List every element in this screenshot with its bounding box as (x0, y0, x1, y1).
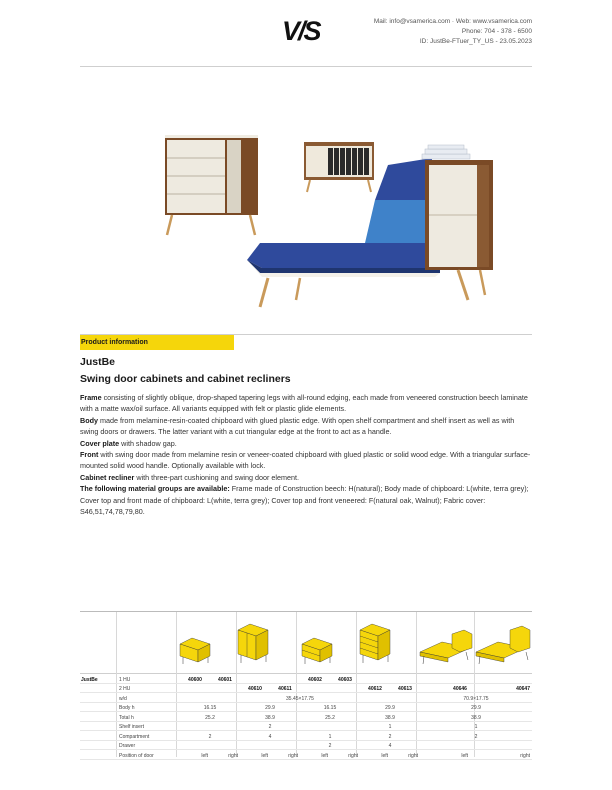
cell: 29.9 (385, 705, 395, 711)
cell-wd-b: 70.9×17.75 (463, 695, 489, 702)
product-name: JustBe (80, 356, 116, 368)
cell: 1 (328, 733, 332, 740)
thumb-40612 (360, 624, 390, 663)
cell: 4 (388, 743, 392, 749)
cell: 2 (268, 724, 272, 730)
table-group-label: JustBe (81, 676, 98, 683)
cell: right (520, 752, 530, 759)
logo-text: V/S (282, 16, 320, 44)
cell-40647: 40647 (516, 686, 530, 692)
row-label: Position of door (119, 752, 154, 759)
cell: right (228, 752, 238, 759)
row-label: Drawer (119, 743, 136, 749)
description-cabinet-recliner: Cabinet recliner with three-part cushioning and swing door element. (80, 472, 299, 482)
cell-40612: 40612 (368, 686, 382, 692)
row-label: w/d (119, 695, 127, 702)
product-hero-image (150, 110, 510, 315)
cell: right (408, 752, 418, 759)
cell: 1 (388, 724, 392, 730)
table-row-compartment (80, 731, 532, 741)
row-label: Total h (119, 714, 134, 721)
cell: left (201, 752, 208, 759)
thumb-40610 (238, 624, 268, 663)
cell: left (381, 752, 388, 759)
variant-thumbnails (80, 612, 532, 674)
row-label: Compartment (119, 733, 150, 740)
cell: left (261, 752, 268, 759)
cell: 4 (268, 733, 272, 740)
cell: 2 (328, 743, 332, 749)
cell-40611: 40611 (278, 686, 292, 692)
contact-phone: Phone: 704 - 378 - 6500 (461, 28, 532, 35)
description-material-groups: The following material groups are available: Frame made of Construction beech: H(natural); Body made of chipboard: L(white, terra grey); Cover top and front made of chipboard: L(white, terra grey); Cover top and front veneered: F(natural oak, Walnut); Fabric cover: S46,51,74,78,79,80. (80, 484, 529, 517)
row-label: Body h (119, 705, 135, 711)
small-cabinet-illustration (304, 142, 374, 192)
table-row-total-h (80, 712, 532, 722)
cell: left (321, 752, 328, 759)
cell: 25.2 (325, 714, 335, 721)
thumb-40646 (420, 630, 472, 664)
cell-40646: 40646 (453, 686, 467, 692)
table-row-2hu (80, 684, 532, 694)
drawer-cabinet-illustration (165, 135, 258, 235)
cell: 38.9 (471, 714, 481, 721)
cell: 2 (474, 733, 478, 740)
thumb-40600 (180, 638, 210, 664)
thumb-40647 (476, 626, 530, 664)
document-id: ID: JustBe-FTuer_TY_US - 23.05.2023 (419, 38, 532, 45)
cell: 38.9 (385, 714, 395, 721)
cell-40602: 40602 (308, 676, 322, 683)
cell: 2 (208, 733, 212, 740)
thumb-40602 (302, 638, 332, 664)
contact-mail-web: Mail: info@vsamerica.com · Web: www.vsamerica.com (373, 18, 532, 25)
row-label: 2 HU (119, 686, 131, 692)
cell: 1 (474, 724, 478, 730)
vs-logo (282, 16, 332, 44)
table-row-shelf-insert (80, 722, 532, 732)
cell-40603: 40603 (338, 676, 352, 683)
description-body: Body made from melamine-resin-coated chipboard with glued plastic edge. With open shelf compartment and shelf insert as well as with swing doors or drawers. The latter variant with a cut triangular edge at the front to act as a handle. (80, 415, 515, 437)
header-divider (80, 66, 532, 67)
cell: 38.9 (265, 714, 275, 721)
cell-wd-a: 35.45×17.75 (286, 695, 314, 702)
cell-40613: 40613 (398, 686, 412, 692)
cell: left (461, 752, 468, 759)
description-frame: Frame consisting of slightly oblique, drop-shaped tapering legs with all-round edging, each made from veneered construction beech laminate with a matte wax/oil surface. All variants equipped with felt or plastic glide elements. (80, 393, 528, 414)
row-label: 1 HU (119, 676, 131, 683)
cell-40610: 40610 (248, 686, 262, 692)
cell: 16.15 (323, 705, 337, 711)
cell-40601: 40601 (218, 676, 232, 683)
row-label: Shelf insert (119, 724, 145, 730)
product-info-tag: Product information (80, 335, 234, 350)
table-row-body-h (80, 703, 532, 713)
table-row-1hu (80, 674, 532, 684)
table-row-wd (80, 693, 532, 703)
table-row-door-position (80, 750, 532, 760)
description-front: Front with swing door made from melamine resin or veneer-coated chipboard with glued plastic or solid wood edge. With a triangular surface-mounted solid wood handle. Optionally available with lock. (80, 450, 531, 471)
product-subtitle: Swing door cabinets and cabinet recliners (80, 373, 291, 385)
cell: 2 (388, 733, 392, 740)
table-row-drawer (80, 741, 532, 751)
contact-info (374, 17, 532, 47)
cell: 29.9 (471, 705, 481, 711)
description-cover-plate: Cover plate with shadow gap. (80, 438, 177, 448)
variant-image-row (80, 612, 532, 674)
cell: right (348, 752, 358, 759)
cell: 25.2 (205, 714, 215, 721)
cell: 29.9 (265, 705, 275, 711)
cell-40600: 40600 (188, 676, 202, 683)
cell: right (288, 752, 298, 759)
cell: 16.15 (203, 705, 217, 711)
product-description (80, 392, 532, 517)
